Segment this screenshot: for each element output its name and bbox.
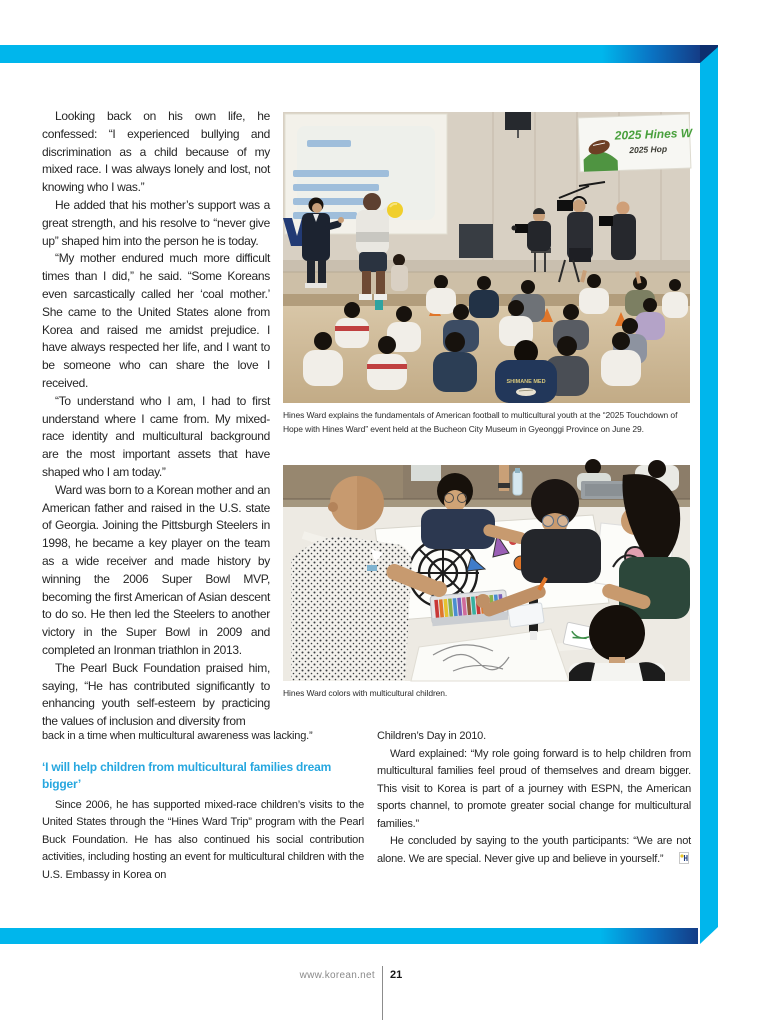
- right-accent-bar: [700, 45, 718, 944]
- banner-text-line1: 2025 Hines W: [614, 125, 693, 143]
- bottom-accent-bar: [0, 928, 698, 944]
- article-left-column: [42, 108, 270, 729]
- coloring-photo-illustration: [283, 465, 690, 681]
- event-photo-illustration: [283, 112, 693, 403]
- figure-football-event: [283, 112, 693, 436]
- paragraph: Since 2006, he has supported mixed-race children’s visits to the United States through the “Hines Ward Trip” program with the Pearl Buck Foundation. He has also continued his social contribution activities, including hosting an event for multicultural children with the U.S. Embassy in Korea on: [42, 798, 364, 881]
- figure-caption: Hines Ward explains the fundamentals of American football to multicultural youth at the “2025 Touchdown of Hope with Hines Ward” event held at the Bucheon City Museum in Gyeonggi Province on June 29.: [283, 410, 678, 434]
- footer-site-url: www.korean.net: [299, 970, 375, 981]
- paragraph: Ward explained: “My role going forward is to help children from multicultural families feel proud of themselves and dream bigger. This visit to Korea is part of a journey with ESPN, the American sports channel, to promote greater social change for multicultural families.”: [377, 747, 691, 830]
- page-number: 21: [390, 969, 403, 981]
- paragraph: Ward was born to a Korean mother and an American father and raised in the U.S. state of Georgia. Joining the Pittsburgh Steelers in 1998, he became a key player on the team as a wide receiver and made history by winning the 2006 Super Bowl MVP, becoming the first American of Asian descent to do so. He then led the Steelers to another victory in the Super Bowl in 2009 and completed an Ironman triathlon in 2013.: [42, 482, 270, 657]
- korean-net-end-mark-icon: [666, 852, 689, 871]
- paragraph: “My mother endured much more difficult times than I did,” he said. “Some Koreans even sarcastically called her ‘coal mother.’ She came to the United States alone from Korea and raised me amidst prejudice. I have always respected her life, and I want to be someone who can share the love I received.: [42, 251, 270, 390]
- paragraph-text: He concluded by saying to the youth participants: “We are not alone. We are special. Never give up and believe in yourself.”: [377, 835, 691, 865]
- banner-text-line2: 2025 Hop: [629, 143, 668, 156]
- article-lower-right-column: [377, 728, 691, 870]
- figure-column: [283, 112, 693, 701]
- figure-caption: Hines Ward colors with multicultural children.: [283, 688, 448, 698]
- closing-paragraph: [377, 833, 691, 870]
- paragraph: “To understand who I am, I had to first understand where I came from. My mixed-race identity and multicultural background are the most important assets that have shaped who I am today.”: [42, 393, 270, 479]
- event-photo: [283, 112, 693, 403]
- coloring-photo: [283, 465, 690, 681]
- shirt-text: SHIMANE MED: [506, 379, 546, 385]
- figure-coloring: [283, 465, 690, 701]
- paragraph: He added that his mother’s support was a great strength, and his resolve to “never give up” shaped him into the person he is today.: [42, 197, 270, 248]
- footer-divider: [382, 966, 383, 1020]
- section-subheading: ‘I will help children from multicultural families dream bigger’: [42, 759, 332, 791]
- paragraph: Children’s Day in 2010.: [377, 730, 486, 742]
- article-lower-left-column: [42, 728, 364, 884]
- paragraph: Looking back on his own life, he confessed: “I experienced bullying and discrimination as a child because of my mixed race. I was always lonely and lost, not knowing who I was.”: [42, 109, 270, 195]
- paragraph: The Pearl Buck Foundation praised him, saying, “He has contributed significantly to enhancing youth self-esteem by practicing the values of inclusion and diversity from: [42, 660, 270, 729]
- event-banner: [578, 114, 695, 172]
- top-accent-bar: [0, 45, 700, 63]
- continuation-line: back in a time when multicultural awareness was lacking.”: [42, 730, 313, 742]
